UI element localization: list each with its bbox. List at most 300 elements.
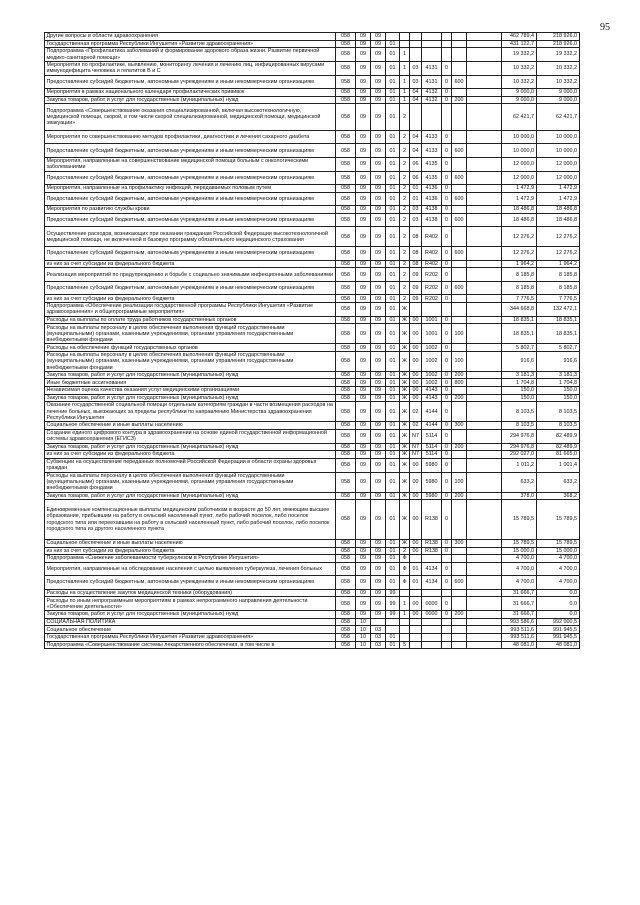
row-code: 00 [410,540,422,548]
row-code [410,633,422,641]
row-name: Субвенции на осуществление переданных полномочий Российской Федерации в области охраны здоровья граждан [45,458,336,472]
row-blank [467,540,502,548]
row-code: N7 [410,451,422,459]
row-code: 058 [336,185,356,193]
row-value-plan: 31 666,7 [502,589,537,597]
row-code: 0 [442,192,452,206]
row-code: 01 [386,40,400,48]
row-code: 03 [410,75,422,89]
table-row [45,344,625,352]
row-code: 09 [371,268,386,282]
row-code: 058 [336,394,356,402]
table-row [45,472,625,492]
row-value-executed: 12 000,0 [537,157,580,171]
table-row [45,281,625,295]
row-name: Мероприятия по развитию службы крови [45,206,336,214]
row-value-executed: 218 926,0 [537,40,580,48]
row-blank [467,589,502,597]
row-code: 100 [452,472,467,492]
row-code: 058 [336,555,356,563]
row-code: 0 [442,547,452,555]
row-code: 0 [442,130,452,144]
row-code: 0000 [422,611,442,619]
row-code: 09 [371,387,386,395]
row-code: 09 [356,387,371,395]
row-code [452,618,467,626]
row-name: Независимая оценка качества оказания услуг медицинскими организациями [45,387,336,395]
row-code: 058 [336,227,356,247]
row-blank [467,387,502,395]
row-name: из них за счет субсидии из федерального бюджета [45,260,336,268]
row-name: Подпрограмма «Обеспечение реализации государственной программы Республики Ингушетия «Развитие здравоохранения» и общепрограммные мероприятия» [45,302,336,316]
row-code: 200 [452,492,467,500]
row-value-executed: 4 700,0 [537,562,580,576]
row-code: 01 [386,472,400,492]
row-code: 4136 [422,192,442,206]
row-code [442,302,452,316]
row-blank [467,213,502,227]
row-code: 1002 [422,379,442,387]
row-value-executed: 368,2 [537,492,580,500]
row-code: 09 [356,157,371,171]
row-code: 2 [400,185,410,193]
table-row [45,492,625,500]
row-name: Расходы на обеспечение функций государственных органов [45,344,336,352]
row-code: 09 [371,540,386,548]
row-value-executed: 8 185,8 [537,281,580,295]
row-code: 09 [356,130,371,144]
row-code: Ж [400,472,410,492]
row-code: Ж [400,379,410,387]
row-value-executed: 633,2 [537,472,580,492]
row-code: 0 [442,351,452,371]
row-code: Ж [400,500,410,540]
row-code: 058 [336,344,356,352]
row-code: 058 [336,268,356,282]
row-code: 4143 [422,394,442,402]
row-code: 00 [410,351,422,371]
row-code: 058 [336,130,356,144]
row-code: 058 [336,500,356,540]
row-code: 00 [410,500,422,540]
row-value-plan: 462 789,4 [502,33,537,41]
row-code [400,40,410,48]
row-value-executed: 48 081,0 [537,641,580,649]
row-code: 09 [356,185,371,193]
table-row [45,316,625,324]
row-code: 058 [336,472,356,492]
row-code: 01 [386,576,400,590]
page-number: 95 [600,22,610,33]
row-blank [467,555,502,563]
row-code: 0 [442,451,452,459]
row-code [422,641,442,649]
row-code: 058 [336,547,356,555]
row-code [452,555,467,563]
row-code [442,633,452,641]
row-code: 09 [356,192,371,206]
row-code: 058 [336,618,356,626]
row-blank [467,316,502,324]
row-value-executed: 5 802,7 [537,344,580,352]
row-code: 09 [371,227,386,247]
row-code: R202 [422,281,442,295]
row-code: 4144 [422,422,442,430]
row-code [442,33,452,41]
row-code [452,227,467,247]
row-value-plan: 18 835,1 [502,324,537,344]
row-code [452,429,467,443]
row-code: 2 [400,104,410,131]
table-row [45,206,625,214]
row-code [452,61,467,75]
row-code: 058 [336,302,356,316]
row-code: 058 [336,61,356,75]
row-blank [467,206,502,214]
row-value-plan: 15 789,5 [502,540,537,548]
row-code: 09 [356,611,371,619]
row-code: 01 [386,295,400,303]
row-code: R402 [422,247,442,261]
row-code: 09 [371,96,386,104]
row-value-plan: 4 700,0 [502,562,537,576]
row-value-executed: 1 001,4 [537,458,580,472]
row-value-plan: 10 332,2 [502,75,537,89]
row-code: 0 [442,206,452,214]
row-code: 4143 [422,387,442,395]
table-row [45,75,625,89]
row-blank [467,281,502,295]
row-code: 09 [356,402,371,422]
row-code: 0 [442,247,452,261]
row-code: 09 [371,144,386,158]
table-row [45,171,625,185]
row-name: Расходы по иным непрограммным мероприятиям в рамках непрограммного направления деятельности «Обеспечение деятельности» [45,597,336,611]
table-row [45,562,625,576]
row-code: 09 [356,295,371,303]
row-value-plan: 150,0 [502,394,537,402]
row-code [452,104,467,131]
row-code: 2 [400,268,410,282]
row-code: 09 [356,96,371,104]
table-row [45,185,625,193]
row-value-executed: 0,0 [537,611,580,619]
row-code: 09 [410,295,422,303]
row-name: Предоставление субсидий бюджетным, автономным учреждениям и иным некоммерческим организациям [45,213,336,227]
row-code: 01 [386,387,400,395]
table-row [45,130,625,144]
row-blank [467,61,502,75]
row-code: 100 [452,351,467,371]
row-code: 0 [442,422,452,430]
row-code [410,618,422,626]
budget-table-body [45,33,625,649]
row-value-plan: 1 472,9 [502,185,537,193]
row-name: Расходы на осуществление закупок медицинской техники (оборудования) [45,589,336,597]
row-code: 01 [386,171,400,185]
row-code: 058 [336,192,356,206]
row-code: 09 [371,555,386,563]
row-code: 01 [386,540,400,548]
row-name: Подпрограмма «Совершенствование системы лекарственного обеспечения, в том числе в [45,641,336,649]
row-blank [467,492,502,500]
row-code: 09 [356,227,371,247]
row-name: Расходы на выплаты по оплате труда работников государственных органов [45,316,336,324]
row-value-plan: 993 511,6 [502,633,537,641]
row-code: 09 [371,500,386,540]
row-value-executed: 8 185,8 [537,268,580,282]
row-code: 0 [442,344,452,352]
row-code: 09 [371,48,386,62]
row-code: 2 [400,295,410,303]
row-blank [467,379,502,387]
row-code: 00 [410,324,422,344]
row-code [452,626,467,634]
row-code [422,33,442,41]
row-code: 09 [356,576,371,590]
row-name: Осуществление расходов, возникающих при оказании гражданам Российской Федерации высокотехнологичной медицинской помощи, не включенной в базовую программу обязательного медицинского страхования [45,227,336,247]
row-code: 09 [356,302,371,316]
row-code: 09 [371,371,386,379]
row-code: 09 [356,40,371,48]
row-code [422,104,442,131]
row-name: Закупка товаров, работ и услуг для государственных (муниципальных) нужд [45,371,336,379]
row-name: Государственная программа Республики Ингушетия «Развитие здравоохранения» [45,40,336,48]
row-code: 2 [400,157,410,171]
row-code: 01 [386,641,400,649]
row-code: 0 [442,281,452,295]
row-code [410,33,422,41]
row-code: 09 [371,185,386,193]
row-code [452,562,467,576]
row-name: Другие вопросы в области здравоохранения [45,33,336,41]
row-code [410,589,422,597]
row-code [452,547,467,555]
table-row [45,443,625,451]
row-code: R138 [422,547,442,555]
row-code: 058 [336,104,356,131]
row-blank [467,144,502,158]
row-code: 600 [452,75,467,89]
row-code: 058 [336,576,356,590]
row-code: 2 [400,171,410,185]
row-code: 058 [336,402,356,422]
row-value-plan: 10 332,2 [502,61,537,75]
row-code [452,268,467,282]
row-code: 1002 [422,351,442,371]
row-blank [467,227,502,247]
row-code: 2 [400,192,410,206]
table-row [45,451,625,459]
row-value-plan: 8 103,5 [502,422,537,430]
row-code: R138 [422,540,442,548]
row-value-plan: 8 103,5 [502,402,537,422]
table-row [45,402,625,422]
row-name: Предоставление субсидий бюджетным, автономным учреждениям и иным некоммерческим организациям [45,576,336,590]
row-value-executed: 18 835,1 [537,324,580,344]
row-code: 01 [386,192,400,206]
row-code: 08 [410,260,422,268]
row-code: 2 [400,213,410,227]
row-blank [467,302,502,316]
row-code: 0 [442,185,452,193]
row-code: 09 [371,351,386,371]
row-value-plan: 993 586,6 [502,618,537,626]
row-code: 09 [371,192,386,206]
row-code: 4134 [422,562,442,576]
row-name: Предоставление субсидий бюджетным, автономным учреждениям и иным некоммерческим организациям [45,281,336,295]
row-code: 600 [452,213,467,227]
row-name: Предоставление субсидий бюджетным, автономным учреждениям и иным некоммерческим организациям [45,144,336,158]
row-code: 4131 [422,75,442,89]
row-code: 058 [336,96,356,104]
row-code: 058 [336,351,356,371]
row-code: 09 [371,472,386,492]
row-blank [467,562,502,576]
row-code: 00 [410,492,422,500]
row-code: Ж [400,429,410,443]
row-code: 4134 [422,576,442,590]
row-code: 01 [386,247,400,261]
row-value-plan: 15 789,5 [502,500,537,540]
row-code [386,626,400,634]
row-code: 2 [400,144,410,158]
row-code: 09 [371,281,386,295]
row-value-executed: 7 776,5 [537,295,580,303]
row-code: 01 [386,185,400,193]
row-value-executed: 12 276,2 [537,247,580,261]
row-code [400,618,410,626]
row-code: 00 [410,611,422,619]
table-row [45,61,625,75]
row-code [452,597,467,611]
row-code: 5980 [422,458,442,472]
row-code: Ж [400,316,410,324]
row-code: 09 [371,422,386,430]
row-code: 1 [400,89,410,97]
row-code: 0 [442,576,452,590]
row-code: Ж [400,492,410,500]
row-code: 058 [336,48,356,62]
row-code: 01 [386,48,400,62]
row-code: 2 [400,281,410,295]
row-code: 2 [400,206,410,214]
row-value-plan: 18 486,8 [502,213,537,227]
row-code: 4132 [422,89,442,97]
row-blank [467,171,502,185]
row-code: 09 [356,206,371,214]
row-name: Предоставление субсидий бюджетным, автономным учреждениям и иным некоммерческим организациям [45,192,336,206]
row-name: Единовременные компенсационные выплаты медицинским работникам в возрасте до 50 лет, имеющим высшее образование, прибывшим на работу в сельский населенный пункт, либо рабочий поселок, либо поселок городского типа или переехавшим на работу в сельский населенный пункт, либо рабочий поселок, либо поселок городского типа из другого населенного пункта [45,500,336,540]
row-code: 058 [336,562,356,576]
row-code: 03 [371,641,386,649]
row-value-executed: 1 704,8 [537,379,580,387]
row-name: Закупка товаров, работ и услуг для государственных (муниципальных) нужд [45,611,336,619]
row-code [442,626,452,634]
row-blank [467,40,502,48]
row-code: 09 [371,547,386,555]
row-code [452,387,467,395]
row-code: 01 [410,192,422,206]
row-value-executed: 991 945,5 [537,626,580,634]
row-code: 0 [442,429,452,443]
row-code: 09 [356,589,371,597]
row-code [422,48,442,62]
row-name: Предоставление субсидий бюджетным, автономным учреждениям и иным некоммерческим организациям [45,247,336,261]
row-value-plan: 294 976,8 [502,429,537,443]
row-value-plan: 993 511,6 [502,626,537,634]
row-code [422,302,442,316]
row-value-executed: 15 789,5 [537,500,580,540]
row-code: 600 [452,576,467,590]
row-code: 10 [356,618,371,626]
row-value-plan: 4 700,0 [502,576,537,590]
row-code: 09 [356,451,371,459]
row-name: Расходы на выплаты персоналу в целях обеспечения выполнения функций государственными (муниципальными) органами, казенными учреждениями, органами управления государственными внебюджетными фондами [45,472,336,492]
row-code: 2 [400,247,410,261]
row-code: 01 [386,75,400,89]
row-code: 09 [356,394,371,402]
row-code: 058 [336,379,356,387]
row-code [452,33,467,41]
row-value-plan: 9 000,0 [502,89,537,97]
table-row [45,104,625,131]
row-code: 058 [336,633,356,641]
row-code: 00 [410,387,422,395]
row-code: 0 [442,562,452,576]
row-code: 058 [336,206,356,214]
table-row [45,33,625,41]
row-blank [467,451,502,459]
row-code: 09 [356,562,371,576]
row-value-plan: 19 332,2 [502,48,537,62]
row-code: 058 [336,157,356,171]
row-code: 00 [410,472,422,492]
row-code: 03 [371,626,386,634]
row-code [410,641,422,649]
row-code: 0 [442,268,452,282]
row-code: 4144 [422,402,442,422]
row-name: Мероприятия, направленные на профилактику инфекций, передаваемых половым путем [45,185,336,193]
budget-table [44,32,625,649]
row-code: 058 [336,75,356,89]
table-row [45,633,625,641]
row-code [452,185,467,193]
table-row [45,351,625,371]
row-code: Ж [400,302,410,316]
row-value-plan: 344 668,8 [502,302,537,316]
row-value-executed: 8 103,5 [537,402,580,422]
row-value-executed: 15 000,0 [537,547,580,555]
row-code: 01 [386,260,400,268]
row-value-executed: 3 181,3 [537,371,580,379]
row-code: 09 [356,89,371,97]
row-code: 4135 [422,171,442,185]
row-code: 01 [386,268,400,282]
row-blank [467,157,502,171]
row-code: 09 [371,40,386,48]
row-value-plan: 18 486,8 [502,206,537,214]
row-code: 058 [336,295,356,303]
row-value-executed: 8 103,5 [537,422,580,430]
row-value-executed: 15 789,5 [537,540,580,548]
row-code: 02 [410,422,422,430]
row-code: 0 [442,492,452,500]
row-code: 00 [410,597,422,611]
row-code: 03 [410,61,422,75]
row-code: 058 [336,451,356,459]
row-code: 0 [442,75,452,89]
